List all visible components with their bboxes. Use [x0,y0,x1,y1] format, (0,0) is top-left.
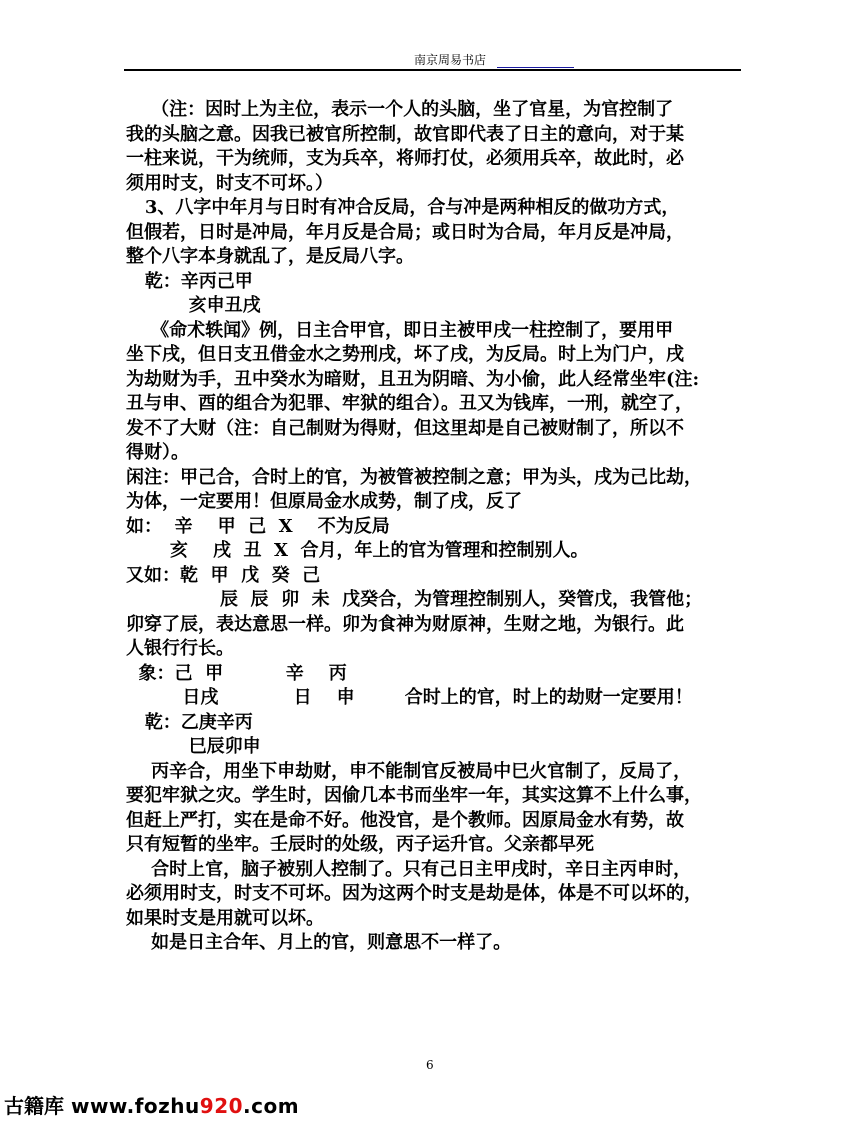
text-line: 乾：乙庚辛丙 [126,711,253,733]
text-line: 如果时支是用就可以坏。 [126,907,324,929]
text-line: 卯穿了辰，表达意思一样。卯为食神为财原神，生财之地，为银行。此 [126,613,684,635]
text-line: 又如：乾 甲 戊 癸 己 [126,564,321,586]
text-line: 但赶上严打，实在是命不好。他没官，是个教师。因原局金水有势，故 [126,809,684,831]
text-line: 一柱来说，干为统师，支为兵卒，将师打仗，必须用兵卒，故此时，必 [126,148,684,169]
document-body [126,98,742,956]
text-line: 为劫财为手，丑中癸水为暗财，且丑为阴暗、为小偷，此人经常坐牢(注: [126,368,700,390]
header-link-underline [497,67,574,68]
text-line: 3、八字中年月与日时有冲合反局，合与冲是两种相反的做功方式， [126,197,680,218]
footer-site-name: 古籍库 [4,1094,64,1118]
page-header [0,52,866,70]
text-line: 《命术轶闻》例，日主合甲官，即日主被甲戌一柱控制了，要用甲 [126,319,674,341]
text-line: 如： 辛 甲 己 X 不为反局 [126,515,390,537]
text-line: 得财）。 [126,442,189,463]
text-line: 闲注：甲己合，合时上的官，为被管被控制之意；甲为头，戌为己比劫， [126,466,702,488]
text-line: 亥申丑戌 [126,295,261,316]
footer-url-suffix: .com [243,1094,300,1118]
text-line: 我的头脑之意。因我已被官所控制，故官即代表了日主的意向，对于某 [126,123,684,145]
text-line: 但假若，日时是冲局，年月反是合局；或日时为合局，年月反是冲局， [126,221,684,243]
header-rule [124,69,741,71]
text-line: 如是日主合年、月上的官，则意思不一样了。 [126,932,512,953]
footer-url [71,1094,299,1118]
text-line: 象：己 甲 辛 丙 [126,662,347,684]
text-line: 为体，一定要用！但原局金水成势，制了戌，反了 [126,491,522,512]
page-number: 6 [426,1058,434,1072]
text-line: 巳辰卯申 [126,736,261,757]
text-line: 日戌 日 申 合时上的官，时上的劫财一定要用！ [126,687,693,708]
text-line: 丙辛合，用坐下申劫财，申不能制官反被局中巳火官制了，反局了， [126,760,692,782]
text-line: 人银行行长。 [126,638,234,659]
text-line: 丑与申、酉的组合为犯罪、牢狱的组合）。丑又为钱库，一刑，就空了， [126,393,693,414]
footer-url-digits: 920 [199,1094,244,1118]
text-line: 整个八字本身就乱了，是反局八字。 [126,246,414,267]
text-line: 合时上官，脑子被别人控制了。只有己日主甲戌时，辛日主丙申时， [126,858,692,880]
text-line: 亥 戌 丑 X 合月，年上的官为管理和控制别人。 [126,540,589,561]
text-line: 只有短暂的坐牢。壬辰时的处级，丙子运升官。父亲都早死 [126,834,594,855]
text-line: 辰 辰 卯 未 戊癸合，为管理控制别人，癸管戊，我管他； [126,589,703,610]
text-line: 乾：辛丙己甲 [126,270,253,292]
header-title: 南京周易书店 [414,53,487,67]
footer-watermark [4,1090,299,1119]
text-line: （注：因时上为主位，表示一个人的头脑，坐了官星，为官控制了 [126,99,674,120]
text-line: 必须用时支，时支不可坏。因为这两个时支是劫是体，体是不可以坏的， [126,883,702,904]
text-line: 要犯牢狱之灾。学生时，因偷几本书而坐牢一年，其实这算不上什么事， [126,785,702,806]
text-line: 坐下戌，但日支丑借金水之势刑戌，坏了戌，为反局。时上为门户，戌 [126,344,684,365]
text-line: 发不了大财（注：自己制财为得财，但这里却是自己被财制了，所以不 [126,417,684,439]
footer-url-prefix: www.fozhu [70,1094,200,1118]
text-line: 须用时支，时支不可坏。） [126,172,333,194]
